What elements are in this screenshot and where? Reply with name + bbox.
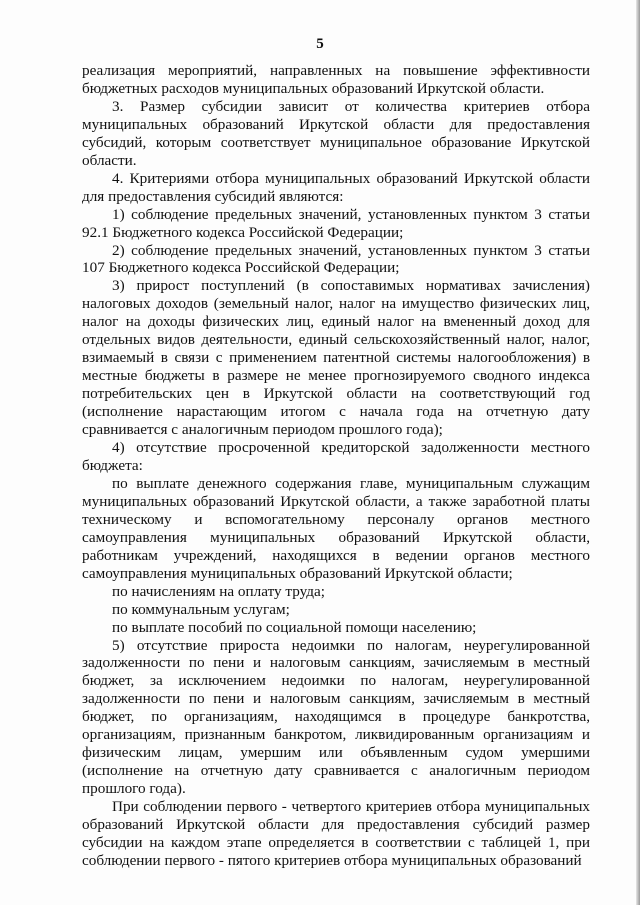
criterion-4-payroll-charges: по начислениям на оплату труда;	[112, 582, 325, 600]
criterion-4-salary: по выплате денежного содержания главе, муниципальным служащим муниципальных образований Иркутской области, а также заработной платы техническому и вспомогательному персоналу органов местного самоуправления муниципальных образований Иркутской области, работникам учреждений, находящихся в ведении органов местного самоуправления муниципальных образований Иркутской области;	[82, 474, 590, 582]
paragraph-item-3: 3. Размер субсидии зависит от количества критериев отбора муниципальных образований Иркутской области для предоставления субсидий, которым соответствует муниципальное образование Иркутской области.	[82, 97, 590, 169]
paragraph-subsidy-size: При соблюдении первого - четвертого критериев отбора муниципальных образований Иркутской области для предоставления субсидий размер субсидии на каждом этапе определяется в соответствии с таблицей 1, при соблюдении первого - пятого критериев отбора муниципальных образований	[82, 798, 590, 869]
criterion-4-social-benefits: по выплате пособий по социальной помощи населению;	[112, 618, 477, 636]
criterion-5: 5) отсутствие прироста недоимки по налогам, неурегулированной задолженности по пени и налоговым санкциям, зачисляемым в местный бюджет, за исключением недоимки по налогам, неурегулированной задолженности по пени и налоговым санкциям, зачисляемым в местный бюджет, по организациям, находящимся в процедуре банкротства, организациям, признанным банкротом, ликвидированным организациям и физическим лицам, умершим или объявленным судом умершими (исполнение на отчетную дату сравнивается с аналогичным периодом прошлого года).	[82, 636, 590, 798]
paragraph-item-4: 4. Критериями отбора муниципальных образований Иркутской области для предоставления субсидий являются:	[82, 169, 590, 205]
criterion-3: 3) прирост поступлений (в сопоставимых нормативах зачисления) налоговых доходов (земельный налог, налог на имущество физических лиц, налог на доходы физических лиц, единый налог на вмененный доход для отдельных видов деятельности, единый сельскохозяйственный налог, налог, взимаемый в связи с применением патентной системы налогообложения) в местные бюджеты в размере не менее прогнозируемого сводного индекса потребительских цен в Иркутской области на соответствующий год (исполнение нарастающим итогом с начала года на отчетную дату сравнивается с аналогичным периодом прошлого года);	[82, 277, 590, 439]
criterion-4-utilities: по коммунальным услугам;	[112, 600, 290, 618]
paragraph-intro: реализация мероприятий, направленных на повышение эффективности бюджетных расходов муниципальных образований Иркутской области.	[82, 62, 590, 97]
document-body	[82, 62, 590, 870]
scan-edge	[636, 0, 640, 905]
criterion-2: 2) соблюдение предельных значений, установленных пунктом 3 статьи 107 Бюджетного кодекса Российской Федерации;	[82, 241, 590, 277]
page-number: 5	[316, 36, 324, 52]
criterion-1: 1) соблюдение предельных значений, установленных пунктом 3 статьи 92.1 Бюджетного кодекса Российской Федерации;	[82, 205, 590, 241]
criterion-4: 4) отсутствие просроченной кредиторской задолженности местного бюджета:	[82, 439, 590, 474]
